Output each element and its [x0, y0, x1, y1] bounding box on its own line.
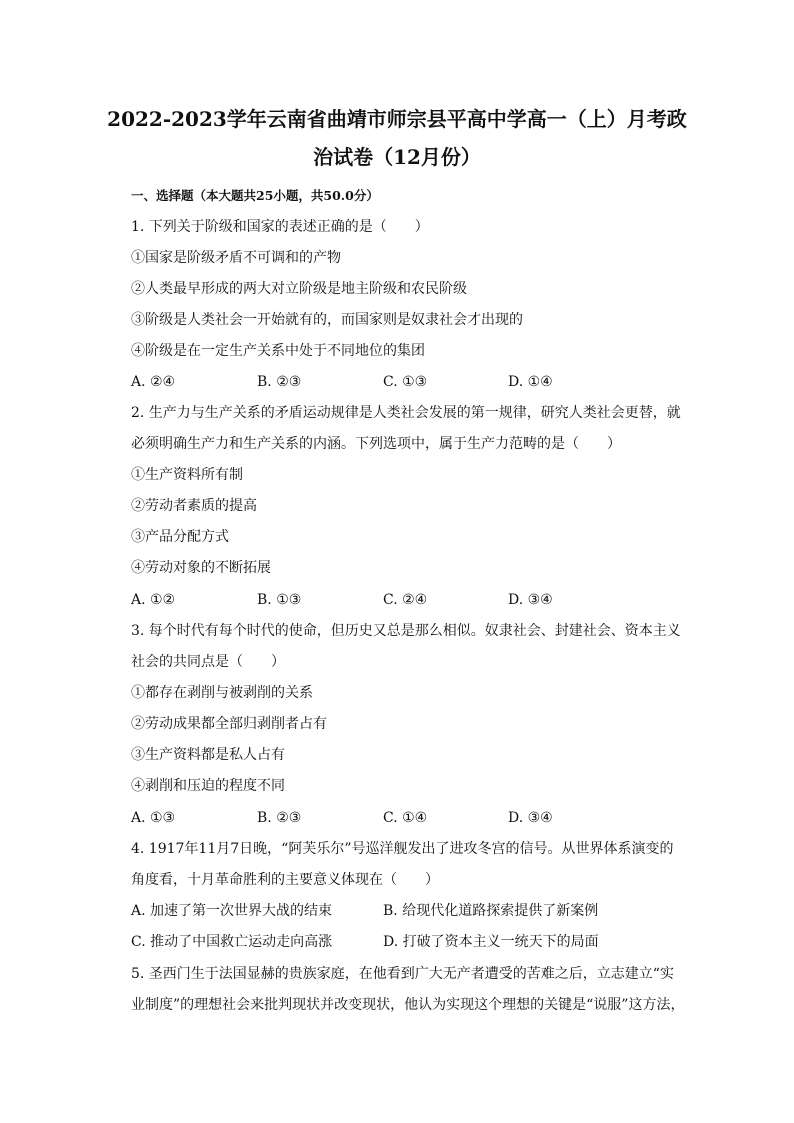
question-2-statement-3: ③产品分配方式 — [131, 529, 229, 545]
question-4-option-a: A. 加速了第一次世界大战的结束 — [131, 903, 333, 919]
question-3-statement-3: ③生产资料都是私人占有 — [131, 747, 285, 763]
question-5-stem-line-1: 5. 圣西门生于法国显赫的贵族家庭，在他看到广大无产者遭受的苦难之后，立志建立“实 — [131, 966, 674, 982]
question-4-stem-line-1: 4. 1917年11月7日晚，“阿芙乐尔”号巡洋舰发出了进攻冬宫的信号。从世界体系演变的 — [131, 841, 674, 857]
exam-title-line-1: 2022-2023学年云南省曲靖市师宗县平高中学高一（上）月考政 — [107, 107, 687, 131]
question-3-option-d: D. ③④ — [508, 810, 553, 826]
question-1-option-c: C. ①③ — [383, 374, 428, 390]
question-4-option-b: B. 给现代化道路探索提供了新案例 — [383, 903, 599, 919]
question-1-stem: 1. 下列关于阶级和国家的表述正确的是（ ） — [131, 219, 429, 235]
question-2-option-b: B. ①③ — [257, 592, 302, 608]
question-2-option-a: A. ①② — [131, 592, 176, 608]
question-3-stem-line-2: 社会的共同点是（ ） — [131, 654, 285, 670]
exam-title-line-2: 治试卷（12月份） — [313, 145, 481, 169]
question-3-option-a: A. ①③ — [131, 810, 176, 826]
question-3-stem-line-1: 3. 每个时代有每个时代的使命，但历史又总是那么相似。奴隶社会、封建社会、资本主义 — [131, 623, 681, 639]
question-3-option-c: C. ①④ — [383, 810, 428, 826]
question-2-option-c: C. ②④ — [383, 592, 428, 608]
question-2-statement-4: ④劳动对象的不断拓展 — [131, 560, 271, 576]
question-3-statement-1: ①都存在剥削与被剥削的关系 — [131, 685, 313, 701]
question-4-option-c: C. 推动了中国救亡运动走向高涨 — [131, 934, 333, 950]
question-3-statement-2: ②劳动成果都全部归剥削者占有 — [131, 716, 327, 732]
question-1-statement-3: ③阶级是人类社会一开始就有的，而国家则是奴隶社会才出现的 — [131, 312, 523, 328]
question-2-statement-2: ②劳动者素质的提高 — [131, 498, 257, 514]
question-1-option-b: B. ②③ — [257, 374, 302, 390]
question-1-statement-1: ①国家是阶级矛盾不可调和的产物 — [131, 250, 341, 266]
question-2-stem-line-1: 2. 生产力与生产关系的矛盾运动规律是人类社会发展的第一规律，研究人类社会更替，就 — [131, 405, 681, 421]
question-4-stem-line-2: 角度看，十月革命胜利的主要意义体现在（ ） — [131, 872, 439, 888]
question-2-statement-1: ①生产资料所有制 — [131, 467, 243, 483]
question-3-statement-4: ④剥削和压迫的程度不同 — [131, 778, 285, 794]
question-3-option-b: B. ②③ — [257, 810, 302, 826]
question-1-statement-2: ②人类最早形成的两大对立阶级是地主阶级和农民阶级 — [131, 281, 467, 297]
question-1-option-a: A. ②④ — [131, 374, 176, 390]
question-1-statement-4: ④阶级是在一定生产关系中处于不同地位的集团 — [131, 343, 425, 359]
question-2-stem-line-2: 必须明确生产力和生产关系的内涵。下列选项中，属于生产力范畴的是（ ） — [131, 436, 621, 452]
question-4-option-d: D. 打破了资本主义一统天下的局面 — [383, 934, 599, 950]
question-2-option-d: D. ③④ — [508, 592, 553, 608]
question-5-stem-line-2: 业制度”的理想社会来批判现状并改变现状，他认为实现这个理想的关键是“说服”这方法， — [131, 997, 685, 1013]
section-header: 一、选择题（本大题共25小题，共50.0分） — [131, 188, 379, 203]
question-1-option-d: D. ①④ — [508, 374, 553, 390]
